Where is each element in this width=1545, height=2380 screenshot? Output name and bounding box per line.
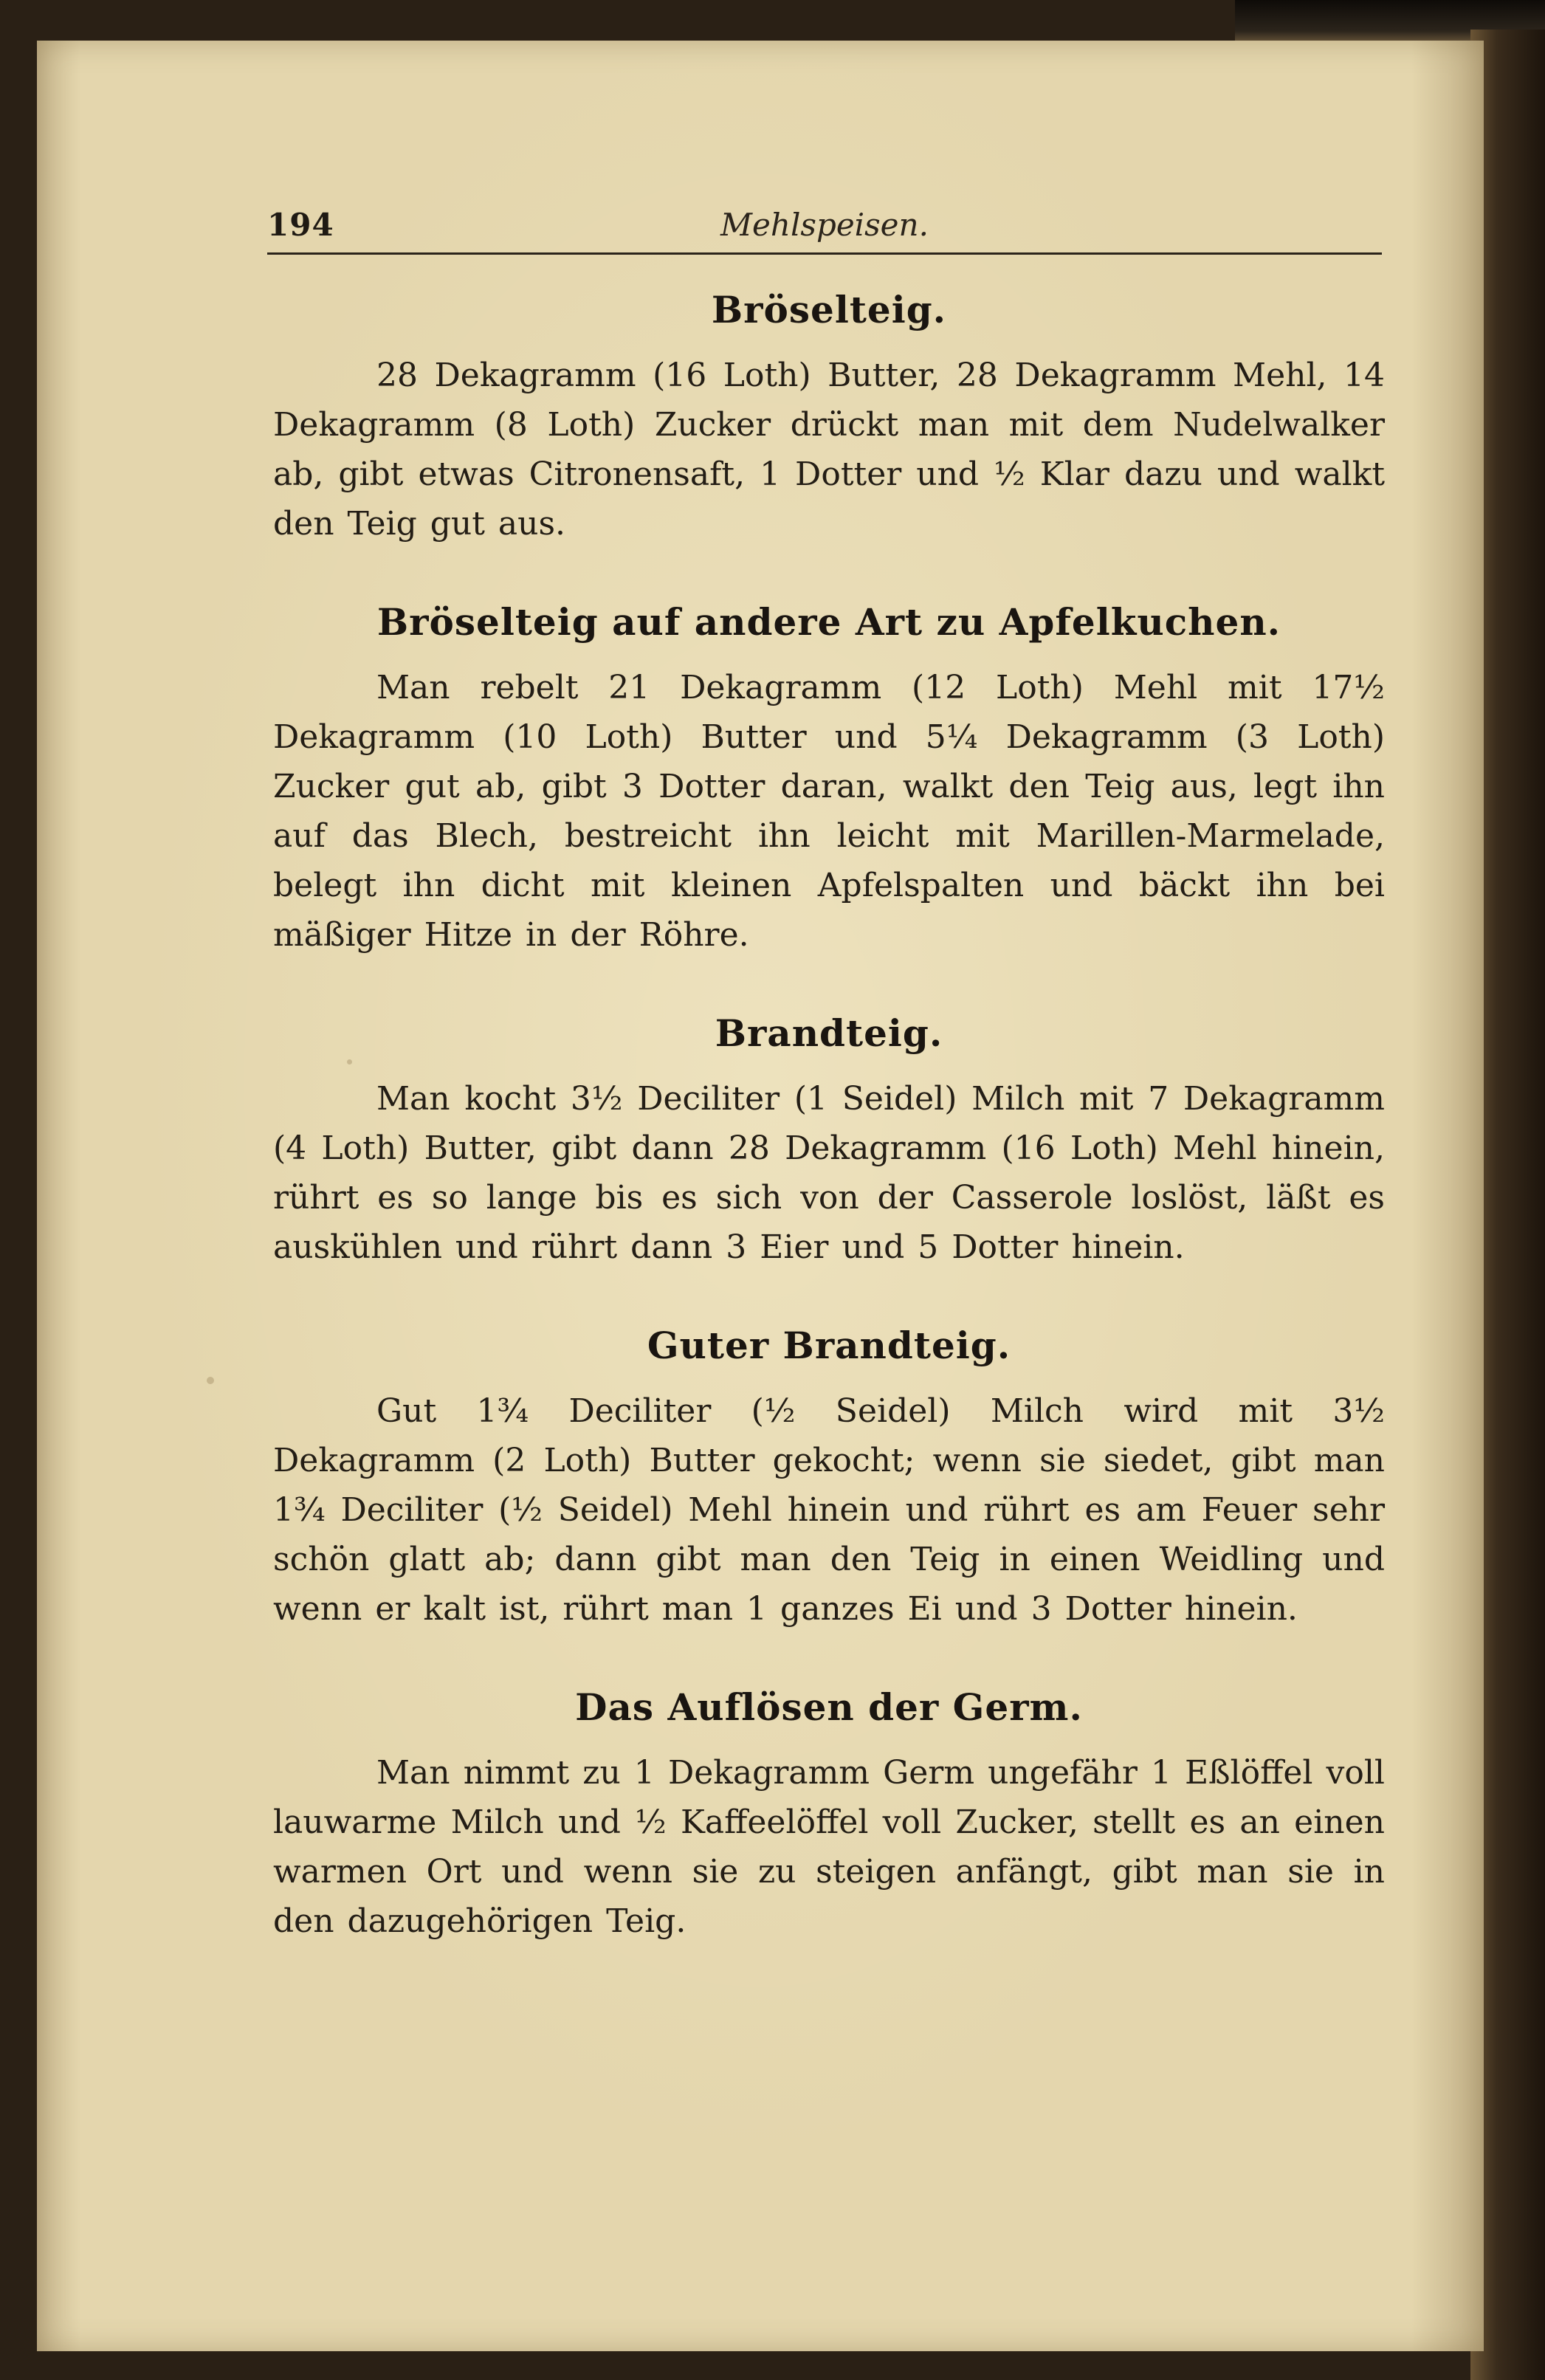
recipe-text: 28 Dekagramm (16 Loth) Butter, 28 Dekagramm Mehl, 14 Dekagramm (8 Loth) Zucker drückt man mit dem Nudelwalker ab, gibt etwas Citronensaft, 1 Dotter und ½ Klar dazu und walkt den Teig gut aus. [273, 357, 1385, 543]
recipe-guter-brandteig [273, 1324, 1385, 1634]
page-header [267, 199, 1382, 255]
recipe-text: Man rebelt 21 Dekagramm (12 Loth) Mehl mit 17½ Dekagramm (10 Loth) Butter und 5¼ Dekagramm (3 Loth) Zucker gut ab, gibt 3 Dotter daran, walkt den Teig aus, legt ihn auf das Blech, bestreicht ihn leicht mit Marillen-Marmelade, belegt ihn dicht mit kleinen Apfelspalten und bäckt ihn bei mäßiger Hitze in der Röhre. [273, 669, 1385, 954]
page-content [273, 288, 1385, 1998]
recipe-broeselteig [273, 288, 1385, 548]
recipe-title: Brandteig. [715, 1011, 943, 1055]
recipe-text: Man kocht 3½ Deciliter (1 Seidel) Milch mit 7 Dekagramm (4 Loth) Butter, gibt dann 28 Dekagramm (16 Loth) Mehl hinein, rührt es so lange bis es sich von der Casserole loslöst, läßt es auskühlen und rührt dann 3 Eier und 5 Dotter hinein. [273, 1080, 1385, 1266]
recipe-title: Das Auflösen der Germ. [575, 1685, 1083, 1729]
paper-fleck [207, 1377, 214, 1384]
recipe-broeselteig-apfelkuchen [273, 600, 1385, 960]
recipe-text: Man nimmt zu 1 Dekagramm Germ ungefähr 1 Eßlöffel voll lauwarme Milch und ½ Kaffeelöffel voll Zucker, stellt es an einen warmen Ort und wenn sie zu steigen anfängt, gibt man sie in den dazugehörigen Teig. [273, 1754, 1385, 1940]
recipe-title: Bröselteig. [711, 288, 947, 331]
recipe-text: Gut 1¾ Deciliter (½ Seidel) Milch wird mit 3½ Dekagramm (2 Loth) Butter gekocht; wenn sie siedet, gibt man 1¾ Deciliter (½ Seidel) Mehl hinein und rührt es am Feuer sehr schön glatt ab; dann gibt man den Teig in einen Weidling und wenn er kalt ist, rührt man 1 ganzes Ei und 3 Dotter hinein. [273, 1392, 1385, 1628]
page-number: 194 [267, 207, 334, 243]
recipe-title: Bröselteig auf andere Art zu Apfelkuchen. [376, 600, 1281, 644]
recipe-brandteig [273, 1011, 1385, 1272]
recipe-title: Guter Brandteig. [647, 1324, 1011, 1367]
recipe-aufloesen-germ [273, 1685, 1385, 1946]
running-title: Mehlspeisen. [720, 207, 929, 243]
